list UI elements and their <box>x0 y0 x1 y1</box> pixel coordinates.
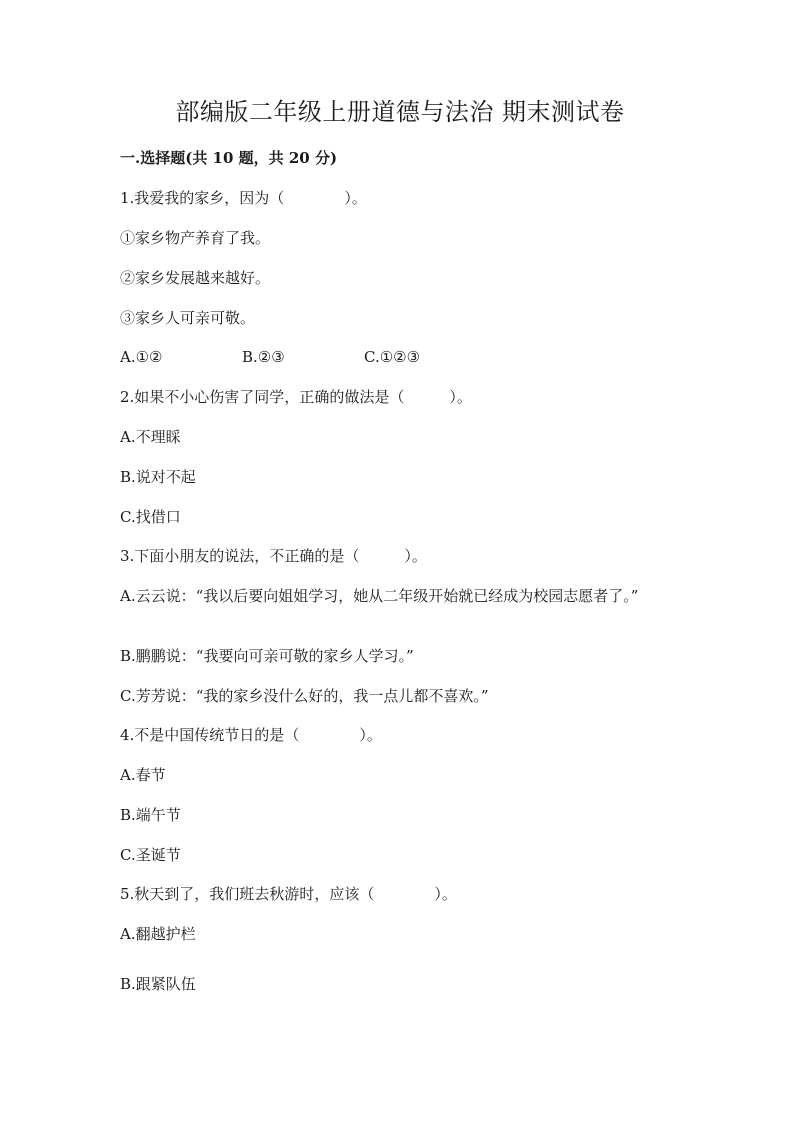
question-3-stem: 3.下面小朋友的说法，不正确的是（ ）。 <box>120 547 427 565</box>
question-1-note-1: ①家乡物产养育了我。 <box>120 229 271 247</box>
question-1-option-b: B.②③ <box>242 348 285 366</box>
question-3-option-a: A.云云说：“我以后要向姐姐学习，她从二年级开始就已经成为校园志愿者了。” <box>120 587 639 605</box>
question-4-option-b: B.端午节 <box>120 806 181 824</box>
question-3-option-c: C.芳芳说：“我的家乡没什么好的，我一点儿都不喜欢。” <box>120 687 489 705</box>
question-5-option-a: A.翻越护栏 <box>120 925 196 943</box>
question-1-stem: 1.我爱我的家乡，因为（ ）。 <box>120 189 367 207</box>
question-2-option-a: A.不理睬 <box>120 428 181 446</box>
question-3-option-b: B.鹏鹏说：“我要向可亲可敬的家乡人学习。” <box>120 647 414 665</box>
question-1-note-2: ②家乡发展越来越好。 <box>120 269 271 287</box>
question-5-stem: 5.秋天到了，我们班去秋游时，应该（ ）。 <box>120 885 457 903</box>
section-heading: 一.选择题(共 10 题，共 20 分) <box>120 149 338 167</box>
question-4-option-a: A.春节 <box>120 766 166 784</box>
question-1-note-3: ③家乡人可亲可敬。 <box>120 309 256 327</box>
question-2-option-c: C.找借口 <box>120 508 181 526</box>
question-1-option-c: C.①②③ <box>364 348 421 366</box>
question-1-option-a: A.①② <box>120 348 163 366</box>
question-4-stem: 4.不是中国传统节日的是（ ）。 <box>120 726 382 744</box>
question-5-option-b: B.跟紧队伍 <box>120 975 196 993</box>
question-2-stem: 2.如果不小心伤害了同学，正确的做法是（ ）。 <box>120 388 472 406</box>
question-4-option-c: C.圣诞节 <box>120 846 181 864</box>
question-2-option-b: B.说对不起 <box>120 468 196 486</box>
exam-title: 部编版二年级上册道德与法治 期末测试卷 <box>175 98 625 126</box>
